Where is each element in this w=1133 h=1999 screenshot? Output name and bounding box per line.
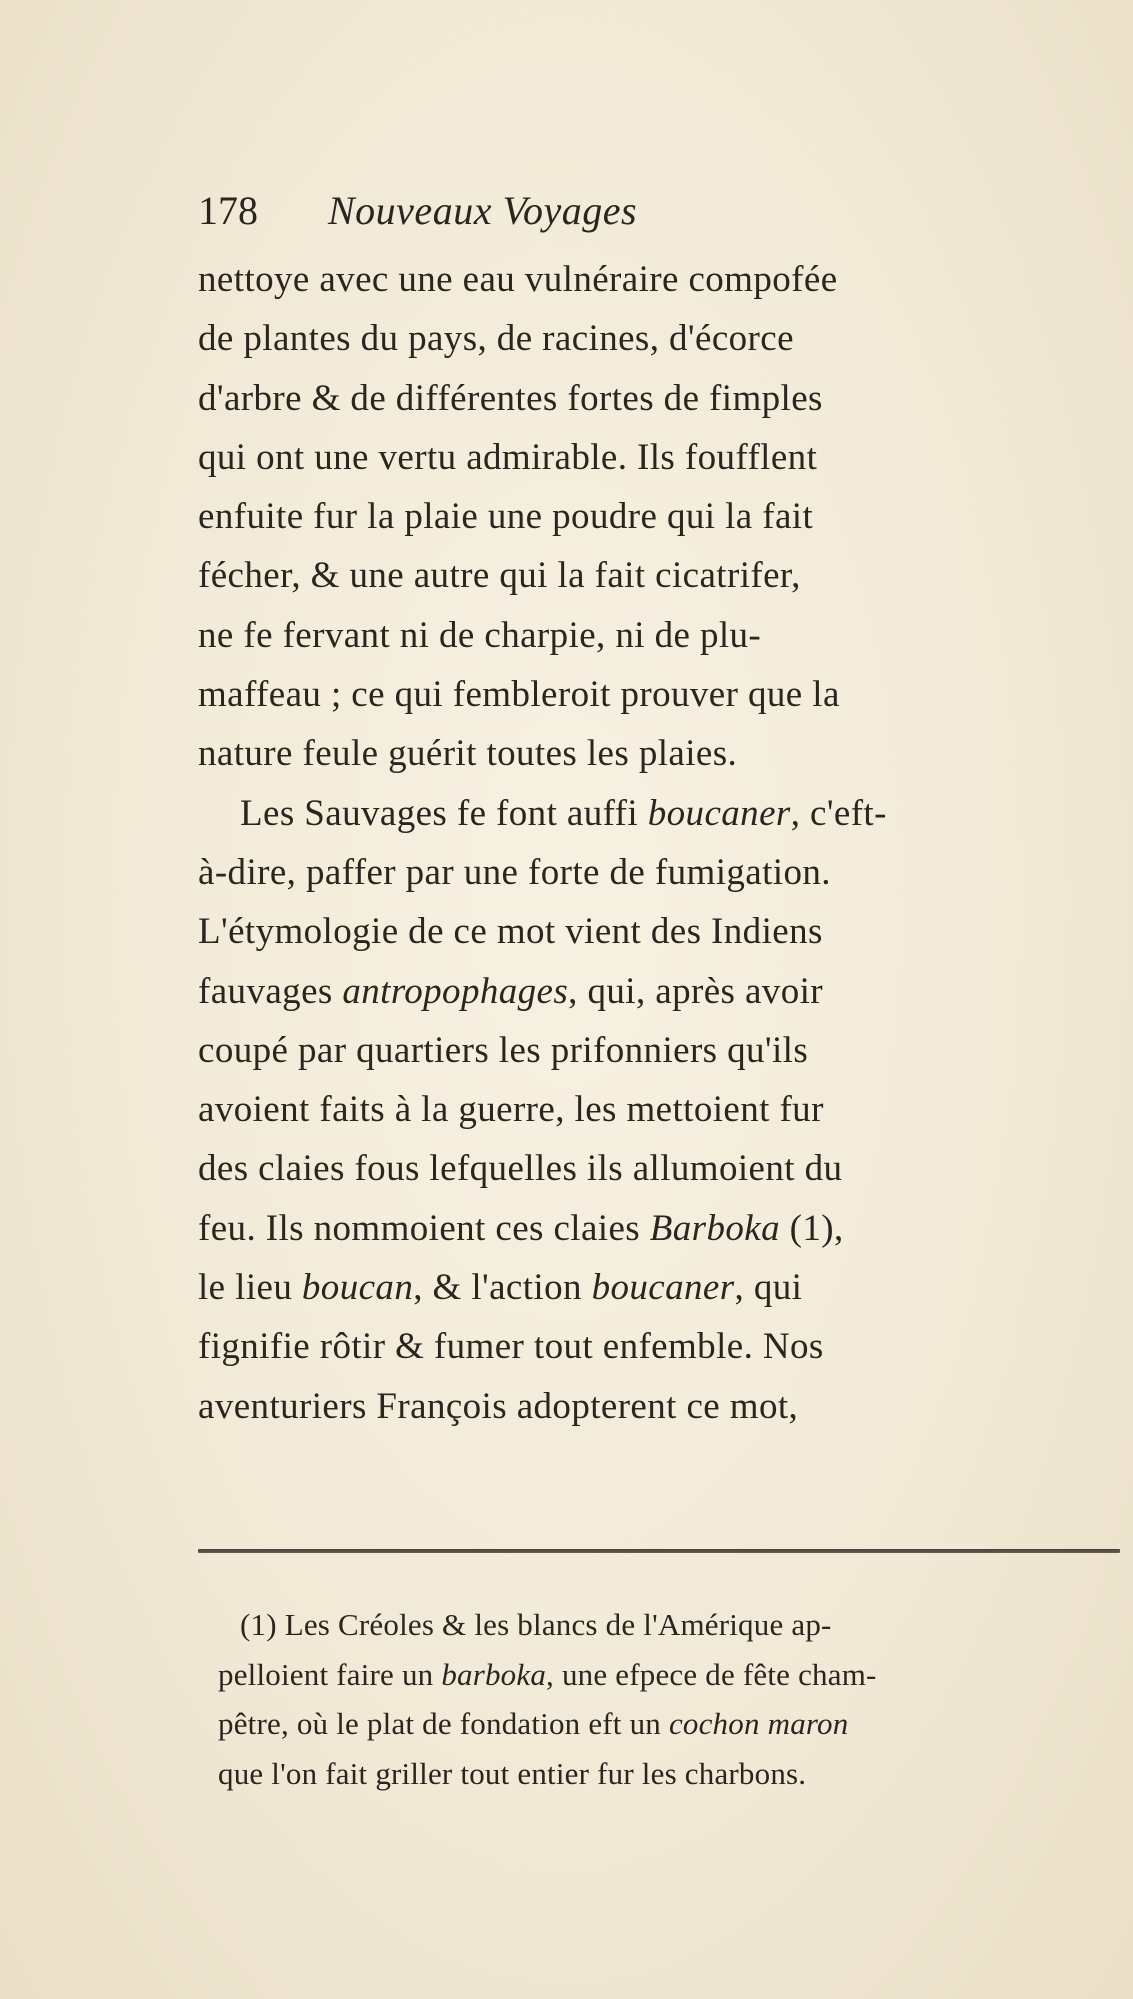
text-line: feu. Ils nommoient ces claies Barboka (1), [198,1207,844,1249]
text-line: fécher, & une autre qui la fait cicatrifer, [198,555,801,597]
footnote-line: que l'on fait griller tout entier fur les charbons. [218,1755,807,1791]
running-title: Nouveaux Voyages [328,188,638,233]
text-line: fauvages antropophages, qui, après avoir [198,970,823,1012]
footnote-divider [198,1549,1120,1553]
text-line: enfuite fur la plaie une poudre qui la fait [198,496,814,538]
text-line: le lieu boucan, & l'action boucaner, qui [198,1267,803,1309]
text-line: avoient faits à la guerre, les mettoient fur [198,1089,824,1131]
text-line: de plantes du pays, de racines, d'écorce [198,318,794,360]
text-line: coupé par quartiers les prifonniers qu'ils [198,1029,809,1071]
text-line: aventuriers François adopterent ce mot, [198,1385,799,1427]
text-line: fignifie rôtir & fumer tout enfemble. Nos [198,1326,824,1368]
text-line: L'étymologie de ce mot vient des Indiens [198,911,823,953]
footnote-line: pêtre, où le plat de fondation eft un cochon maron [218,1706,849,1741]
text-line: nature feule guérit toutes les plaies. [198,733,738,775]
page-header [198,186,918,236]
text-line: à-dire, paffer par une forte de fumigation. [198,851,831,893]
text-line: des claies fous lefquelles ils allumoient du [198,1148,843,1190]
text-line: qui ont une vertu admirable. Ils foufflent [198,436,818,478]
text-line: Les Sauvages fe font auffi boucaner, c'eft- [240,792,887,834]
footnote-line: pelloient faire un barboka, une efpece de fête cham- [218,1656,877,1692]
text-line: ne fe fervant ni de charpie, ni de plu- [198,614,762,656]
text-line: nettoye avec une eau vulnéraire compofée [198,259,838,300]
text-line: maffeau ; ce qui fembleroit prouver que la [198,674,840,716]
main-text [198,250,1078,1436]
page-number: 178 [198,188,258,233]
text-line: d'arbre & de différentes fortes de fimples [198,377,823,419]
footnote-line: (1) Les Créoles & les blancs de l'Amérique ap- [240,1607,832,1642]
footnote [218,1600,1118,1798]
